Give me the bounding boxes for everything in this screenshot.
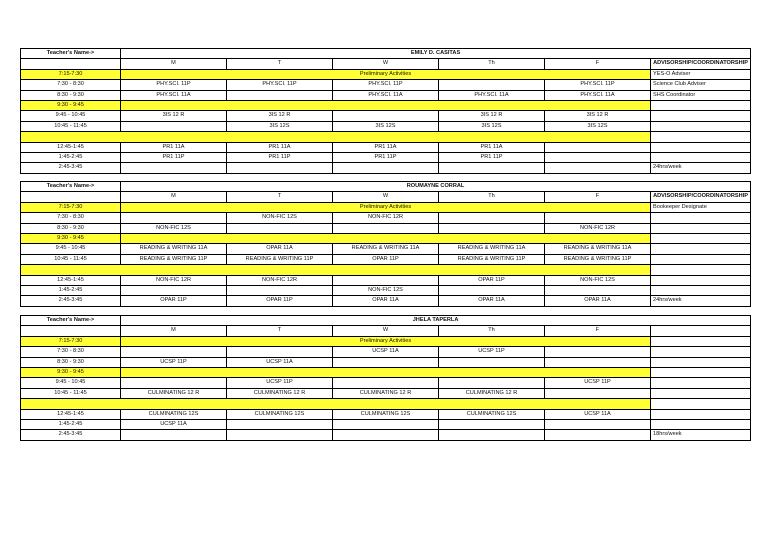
advisorship-cell [651, 234, 751, 244]
time-slot: 1:45-2:45 [21, 286, 121, 296]
schedule-row [21, 409, 751, 419]
class-cell: 3IS 12 R [121, 111, 227, 121]
class-cell [439, 163, 545, 173]
class-cell: CULMINATING 12S [121, 409, 227, 419]
class-cell [333, 430, 439, 440]
class-cell: PR1 11A [333, 142, 439, 152]
advisorship-cell [651, 378, 751, 388]
schedule-row [21, 399, 751, 409]
break-band [121, 368, 651, 378]
class-cell: PHY.SCI. 11A [545, 90, 651, 100]
schedule-row [21, 234, 751, 244]
class-cell: PHY.SCI. 11A [333, 90, 439, 100]
time-slot: 10:45 - 11:45 [21, 121, 121, 131]
class-cell: 3IS 12S [227, 121, 333, 131]
class-cell [439, 420, 545, 430]
schedule-row [21, 388, 751, 398]
class-cell: PR1 11P [439, 153, 545, 163]
advisorship-cell: SHS Coordinator [651, 90, 751, 100]
class-cell: UCSP 11A [121, 420, 227, 430]
class-cell [545, 347, 651, 357]
advisorship-cell [651, 357, 751, 367]
class-cell: UCSP 11P [121, 357, 227, 367]
advisorship-cell: 24hrs/week [651, 163, 751, 173]
class-cell [227, 286, 333, 296]
advisorship-cell [651, 399, 751, 409]
preliminary-activities: Preliminary Activities [121, 69, 651, 79]
day-header: M [121, 326, 227, 336]
class-cell: CULMINATING 12S [227, 409, 333, 419]
advisorship-cell: Science Club Adviser [651, 80, 751, 90]
advisorship-cell [651, 368, 751, 378]
advisorship-cell [651, 223, 751, 233]
class-cell [333, 420, 439, 430]
class-cell: OPAR 11A [439, 296, 545, 306]
class-cell: READING & WRITING 11A [439, 244, 545, 254]
teacher-label: Teacher's Name-> [21, 316, 121, 326]
schedule-row [21, 265, 751, 275]
day-header: T [227, 326, 333, 336]
time-slot: 2:45-3:45 [21, 163, 121, 173]
schedule-row [21, 90, 751, 100]
class-cell [545, 213, 651, 223]
time-slot: 7:15-7:30 [21, 336, 121, 346]
schedule-row [21, 202, 751, 212]
time-slot: 8:30 - 9:30 [21, 357, 121, 367]
advisorship-cell [651, 153, 751, 163]
schedule-row [21, 153, 751, 163]
advisorship-cell [651, 142, 751, 152]
time-slot: 9:45 - 10:45 [21, 378, 121, 388]
teacher-label: Teacher's Name-> [21, 182, 121, 192]
class-cell: OPAR 11P [227, 296, 333, 306]
advisorship-cell [651, 213, 751, 223]
schedule-row [21, 69, 751, 79]
schedule-row [21, 121, 751, 131]
lunch-band [21, 265, 651, 275]
time-slot: 9:30 - 9:45 [21, 368, 121, 378]
schedule-row [21, 163, 751, 173]
class-cell [333, 275, 439, 285]
time-slot: 7:30 - 8:30 [21, 80, 121, 90]
class-cell: CULMINATING 12 R [121, 388, 227, 398]
schedule-row [21, 368, 751, 378]
days-row [21, 326, 751, 336]
time-header [21, 192, 121, 202]
lunch-band [21, 399, 651, 409]
day-header: M [121, 192, 227, 202]
class-cell [121, 286, 227, 296]
class-cell [227, 90, 333, 100]
class-cell [439, 378, 545, 388]
schedule-row [21, 336, 751, 346]
class-cell: PR1 11A [439, 142, 545, 152]
class-cell: READING & WRITING 11A [333, 244, 439, 254]
class-cell [333, 163, 439, 173]
schedule-row [21, 254, 751, 264]
class-cell: NON-FIC 12R [121, 275, 227, 285]
schedule-row [21, 275, 751, 285]
class-cell [545, 420, 651, 430]
class-cell [121, 213, 227, 223]
advisorship-cell [651, 121, 751, 131]
class-cell: OPAR 11A [333, 296, 439, 306]
class-cell [545, 153, 651, 163]
advisorship-cell: 24hrs/week [651, 296, 751, 306]
schedule-row [21, 347, 751, 357]
time-slot: 12:45-1:45 [21, 142, 121, 152]
teacher-label: Teacher's Name-> [21, 49, 121, 59]
teacher-row [21, 49, 751, 59]
time-header [21, 326, 121, 336]
advisorship-cell [651, 111, 751, 121]
advisorship-header: ADVISORSHIP/COORDINATORSHIP [651, 192, 751, 202]
time-header [21, 59, 121, 69]
class-cell: NON-FIC 12R [545, 223, 651, 233]
advisorship-cell: 18hrs/week [651, 430, 751, 440]
class-cell: PR1 11A [121, 142, 227, 152]
day-header: F [545, 326, 651, 336]
class-cell: NON-FIC 12S [227, 213, 333, 223]
class-cell [439, 213, 545, 223]
class-cell: OPAR 11A [545, 296, 651, 306]
advisorship-cell [651, 244, 751, 254]
schedule-row [21, 223, 751, 233]
class-cell: OPAR 11A [227, 244, 333, 254]
class-cell: READING & WRITING 11A [121, 244, 227, 254]
schedule-row [21, 296, 751, 306]
schedule-row [21, 420, 751, 430]
break-band [121, 234, 651, 244]
advisorship-cell [651, 409, 751, 419]
class-cell: PHY.SCI. 11A [439, 90, 545, 100]
time-slot: 9:30 - 9:45 [21, 101, 121, 111]
class-cell [227, 420, 333, 430]
class-cell [227, 163, 333, 173]
time-slot: 7:30 - 8:30 [21, 213, 121, 223]
day-header: W [333, 192, 439, 202]
class-cell: READING & WRITING 11A [545, 244, 651, 254]
time-slot: 8:30 - 9:30 [21, 223, 121, 233]
time-slot: 1:45-2:45 [21, 153, 121, 163]
class-cell: NON-FIC 12S [333, 286, 439, 296]
advisorship-cell [651, 388, 751, 398]
class-cell: PHY.SCI. 11P [227, 80, 333, 90]
class-cell [439, 223, 545, 233]
day-header: Th [439, 192, 545, 202]
class-cell: OPAR 11P [333, 254, 439, 264]
break-band [121, 101, 651, 111]
class-cell: 3IS 12S [545, 121, 651, 131]
preliminary-activities: Preliminary Activities [121, 336, 651, 346]
schedule-row [21, 80, 751, 90]
class-cell: 3IS 12S [439, 121, 545, 131]
time-slot: 2:45-3:45 [21, 296, 121, 306]
time-slot: 9:45 - 10:45 [21, 244, 121, 254]
class-cell: UCSP 11P [439, 347, 545, 357]
class-cell [439, 430, 545, 440]
class-cell: READING & WRITING 11P [439, 254, 545, 264]
class-cell [333, 111, 439, 121]
class-cell [333, 357, 439, 367]
class-cell: NON-FIC 12R [227, 275, 333, 285]
class-cell: NON-FIC 12R [333, 213, 439, 223]
class-cell: PHY.SCI. 11A [121, 90, 227, 100]
class-cell: PHY.SCI. 11P [121, 80, 227, 90]
time-slot: 2:45-3:45 [21, 430, 121, 440]
class-cell [121, 121, 227, 131]
class-cell: UCSP 11P [545, 378, 651, 388]
class-cell [121, 347, 227, 357]
teacher-row [21, 182, 751, 192]
advisorship-cell: YES-O Adviser [651, 69, 751, 79]
advisorship-cell [651, 347, 751, 357]
time-slot: 12:45-1:45 [21, 275, 121, 285]
day-header: W [333, 326, 439, 336]
class-cell: PR1 11A [227, 142, 333, 152]
advisorship-cell [651, 254, 751, 264]
class-cell [333, 223, 439, 233]
class-cell: PR1 11P [227, 153, 333, 163]
schedule-row [21, 142, 751, 152]
class-cell [439, 357, 545, 367]
class-cell: OPAR 11P [121, 296, 227, 306]
class-cell [227, 347, 333, 357]
class-cell [121, 163, 227, 173]
class-cell: NON-FIC 12S [121, 223, 227, 233]
time-slot: 7:15-7:30 [21, 202, 121, 212]
class-cell [545, 286, 651, 296]
day-header: M [121, 59, 227, 69]
class-cell: PHY.SCI. 11P [333, 80, 439, 90]
class-cell [545, 142, 651, 152]
day-header: T [227, 192, 333, 202]
class-cell: NON-FIC 12S [545, 275, 651, 285]
schedule-row [21, 286, 751, 296]
day-header: F [545, 192, 651, 202]
time-slot: 8:30 - 9:30 [21, 90, 121, 100]
day-header: Th [439, 326, 545, 336]
time-slot: 10:45 - 11:45 [21, 254, 121, 264]
time-slot: 7:30 - 8:30 [21, 347, 121, 357]
class-cell: PHY.SCI. 11P [545, 80, 651, 90]
schedule-row [21, 378, 751, 388]
advisorship-header [651, 326, 751, 336]
teacher-name: ROUMAYNE CORRAL [121, 182, 751, 192]
class-cell [227, 223, 333, 233]
class-cell: 3IS 12S [333, 121, 439, 131]
class-cell [545, 163, 651, 173]
advisorship-cell [651, 275, 751, 285]
advisorship-cell: Bookeeper Designate [651, 202, 751, 212]
class-cell: 3IS 12 R [227, 111, 333, 121]
time-slot: 1:45-2:45 [21, 420, 121, 430]
teacher-name: EMILY D. CASITAS [121, 49, 751, 59]
schedule-table-2 [20, 181, 751, 307]
schedule-row [21, 101, 751, 111]
class-cell: PR1 11P [333, 153, 439, 163]
class-cell [333, 378, 439, 388]
schedule-table-1 [20, 48, 751, 174]
advisorship-header: ADVISORSHIP/COORDINATORSHIP [651, 59, 751, 69]
time-slot: 12:45-1:45 [21, 409, 121, 419]
days-row [21, 59, 751, 69]
schedule-row [21, 357, 751, 367]
lunch-band [21, 132, 651, 142]
time-slot: 9:30 - 9:45 [21, 234, 121, 244]
class-cell: CULMINATING 12 R [439, 388, 545, 398]
advisorship-cell [651, 132, 751, 142]
teacher-row [21, 316, 751, 326]
day-header: F [545, 59, 651, 69]
class-cell [545, 430, 651, 440]
schedule-table-3 [20, 315, 751, 441]
class-cell: UCSP 11P [227, 378, 333, 388]
schedule-row [21, 213, 751, 223]
day-header: T [227, 59, 333, 69]
class-cell: CULMINATING 12S [439, 409, 545, 419]
class-cell [545, 388, 651, 398]
class-cell: READING & WRITING 11P [227, 254, 333, 264]
schedule-row [21, 111, 751, 121]
class-cell [545, 357, 651, 367]
advisorship-cell [651, 286, 751, 296]
advisorship-cell [651, 336, 751, 346]
class-cell: OPAR 11P [439, 275, 545, 285]
class-cell: CULMINATING 12 R [333, 388, 439, 398]
class-cell: READING & WRITING 11P [121, 254, 227, 264]
schedule-row [21, 244, 751, 254]
class-cell: UCSP 11A [333, 347, 439, 357]
class-cell [439, 286, 545, 296]
class-cell: PR1 11P [121, 153, 227, 163]
day-header: Th [439, 59, 545, 69]
days-row [21, 192, 751, 202]
class-cell [121, 430, 227, 440]
class-cell: UCSP 11A [227, 357, 333, 367]
class-cell: READING & WRITING 11P [545, 254, 651, 264]
time-slot: 7:15-7:30 [21, 69, 121, 79]
class-cell: 3IS 12 R [545, 111, 651, 121]
class-cell [227, 430, 333, 440]
class-cell [439, 80, 545, 90]
teacher-name: JHELA TAPERLA [121, 316, 751, 326]
advisorship-cell [651, 420, 751, 430]
schedule-row [21, 132, 751, 142]
class-cell: CULMINATING 12 R [227, 388, 333, 398]
class-cell [121, 378, 227, 388]
time-slot: 9:45 - 10:45 [21, 111, 121, 121]
advisorship-cell [651, 101, 751, 111]
class-cell: 3IS 12 R [439, 111, 545, 121]
time-slot: 10:45 - 11:45 [21, 388, 121, 398]
day-header: W [333, 59, 439, 69]
schedule-row [21, 430, 751, 440]
preliminary-activities: Preliminary Activities [121, 202, 651, 212]
class-cell: CULMINATING 12S [333, 409, 439, 419]
advisorship-cell [651, 265, 751, 275]
class-cell: UCSP 11A [545, 409, 651, 419]
